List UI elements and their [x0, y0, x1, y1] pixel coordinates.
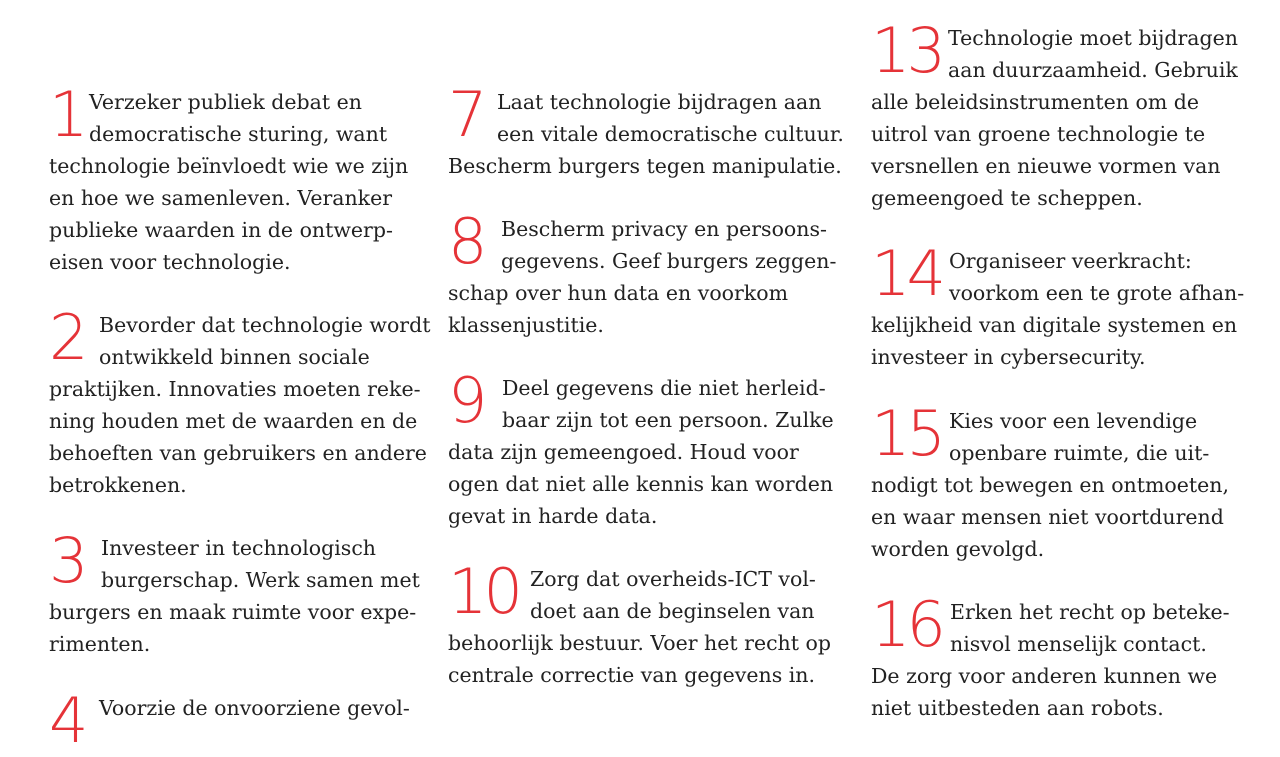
- recommendation-text-line: eisen voor technologie.: [49, 250, 291, 274]
- recommendation-text-line: investeer in cybersecurity.: [871, 345, 1146, 369]
- recommendation-9: [448, 364, 834, 532]
- recommendation-text-line: aan duurzaamheid. Gebruik: [948, 58, 1238, 82]
- recommendation-text-line: behoorlijk bestuur. Voer het recht op: [448, 631, 831, 655]
- recommendation-text-line: Bescherm burgers tegen manipulatie.: [448, 154, 842, 178]
- recommendation-number: 2: [49, 301, 85, 374]
- recommendation-text-line: publieke waarden in de ontwerp-: [49, 218, 393, 242]
- recommendation-text-line: en waar mensen niet voortdurend: [871, 505, 1224, 529]
- recommendation-text-line: Laat technologie bijdragen aan: [497, 90, 822, 114]
- recommendation-3: [49, 524, 429, 660]
- recommendation-text-line: voorkom een te grote afhan-: [949, 281, 1245, 305]
- recommendation-text-line: Investeer in technologisch: [101, 536, 377, 560]
- recommendation-text-line: gemeengoed te scheppen.: [871, 186, 1143, 210]
- recommendation-text-line: klassenjustitie.: [448, 313, 604, 337]
- recommendation-text-line: democratische sturing, want: [89, 122, 388, 146]
- recommendation-text-line: kelijkheid van digitale systemen en: [871, 313, 1238, 337]
- recommendation-number: 13: [871, 14, 942, 87]
- recommendation-text-line: nodigt tot bewegen en ontmoeten,: [871, 473, 1229, 497]
- recommendation-4: [49, 684, 429, 757]
- recommendation-text-line: rimenten.: [49, 632, 151, 656]
- recommendation-text-line: versnellen en nieuwe vormen van: [871, 154, 1221, 178]
- recommendation-number: 15: [871, 397, 942, 470]
- recommendation-text-line: data zijn gemeengoed. Houd voor: [448, 440, 799, 464]
- recommendation-8: [448, 205, 837, 341]
- recommendation-number: 7: [448, 78, 484, 151]
- recommendation-text-line: technologie beïnvloedt wie we zijn: [49, 154, 409, 178]
- recommendation-number: 14: [871, 237, 942, 310]
- recommendation-text-line: ogen dat niet alle kennis kan worden: [448, 472, 834, 496]
- recommendation-text-line: Technologie moet bijdragen: [948, 26, 1238, 50]
- recommendation-text-line: ontwikkeld binnen sociale: [99, 345, 370, 369]
- recommendation-text-line: De zorg voor anderen kunnen we: [871, 664, 1218, 688]
- recommendation-10: [448, 555, 831, 691]
- recommendation-text-line: baar zijn tot een persoon. Zulke: [502, 408, 834, 432]
- recommendation-text-line: schap over hun data en voorkom: [448, 281, 789, 305]
- recommendation-text-line: burgerschap. Werk samen met: [101, 568, 420, 592]
- recommendation-text-line: Bescherm privacy en persoons-: [501, 217, 827, 241]
- recommendation-14: [871, 237, 1251, 373]
- recommendation-text-line: een vitale democratische cultuur.: [497, 122, 844, 146]
- recommendation-number: 1: [49, 78, 85, 151]
- recommendation-15: [871, 397, 1251, 565]
- recommendation-text-line: praktijken. Innovaties moeten reke-: [49, 377, 421, 401]
- recommendation-text-line: ning houden met de waarden en de: [49, 409, 418, 433]
- recommendation-number: 4: [49, 684, 85, 757]
- recommendation-text-line: doet aan de beginselen van: [530, 599, 815, 623]
- recommendation-text-line: behoeften van gebruikers en andere: [49, 441, 427, 465]
- recommendation-text-line: gegevens. Geef burgers zeggen-: [501, 249, 837, 273]
- recommendation-text-line: gevat in harde data.: [448, 504, 658, 528]
- recommendation-text-line: burgers en maak ruimte voor expe-: [49, 600, 417, 624]
- recommendation-text-line: betrokkenen.: [49, 473, 187, 497]
- recommendation-text-line: openbare ruimte, die uit-: [949, 441, 1210, 465]
- recommendation-text-line: centrale correctie van gegevens in.: [448, 663, 816, 687]
- recommendation-16: [871, 588, 1251, 724]
- recommendation-text-line: niet uitbesteden aan robots.: [871, 696, 1164, 720]
- recommendation-text-line: Deel gegevens die niet herleid-: [502, 376, 826, 400]
- recommendation-2: [49, 301, 431, 501]
- recommendation-13: [871, 14, 1251, 214]
- recommendation-number: 10: [448, 555, 519, 628]
- recommendation-text-line: en hoe we samenleven. Veranker: [49, 186, 393, 210]
- recommendation-text-line: Bevorder dat technologie wordt: [99, 313, 431, 337]
- recommendation-number: 9: [448, 364, 484, 437]
- recommendation-text-line: worden gevolgd.: [871, 537, 1045, 561]
- recommendation-number: 16: [871, 588, 942, 661]
- recommendation-text-line: Zorg dat overheids-ICT vol-: [530, 567, 816, 591]
- recommendation-1: [49, 78, 429, 278]
- recommendation-text-line: Verzeker publiek debat en: [89, 90, 362, 114]
- recommendation-number: 8: [448, 205, 484, 278]
- recommendation-7: [448, 78, 844, 182]
- recommendation-text-line: Erken het recht op beteke-: [950, 600, 1230, 624]
- recommendation-text-line: Kies voor een levendige: [949, 409, 1198, 433]
- recommendation-text-line: alle beleidsinstrumenten om de: [871, 90, 1200, 114]
- recommendation-text-line: Voorzie de onvoorziene gevol-: [99, 696, 410, 720]
- recommendation-text-line: Organiseer veerkracht:: [949, 249, 1192, 273]
- recommendation-text-line: uitrol van groene technologie te: [871, 122, 1206, 146]
- recommendation-text-line: nisvol menselijk contact.: [950, 632, 1207, 656]
- recommendation-number: 3: [49, 524, 85, 597]
